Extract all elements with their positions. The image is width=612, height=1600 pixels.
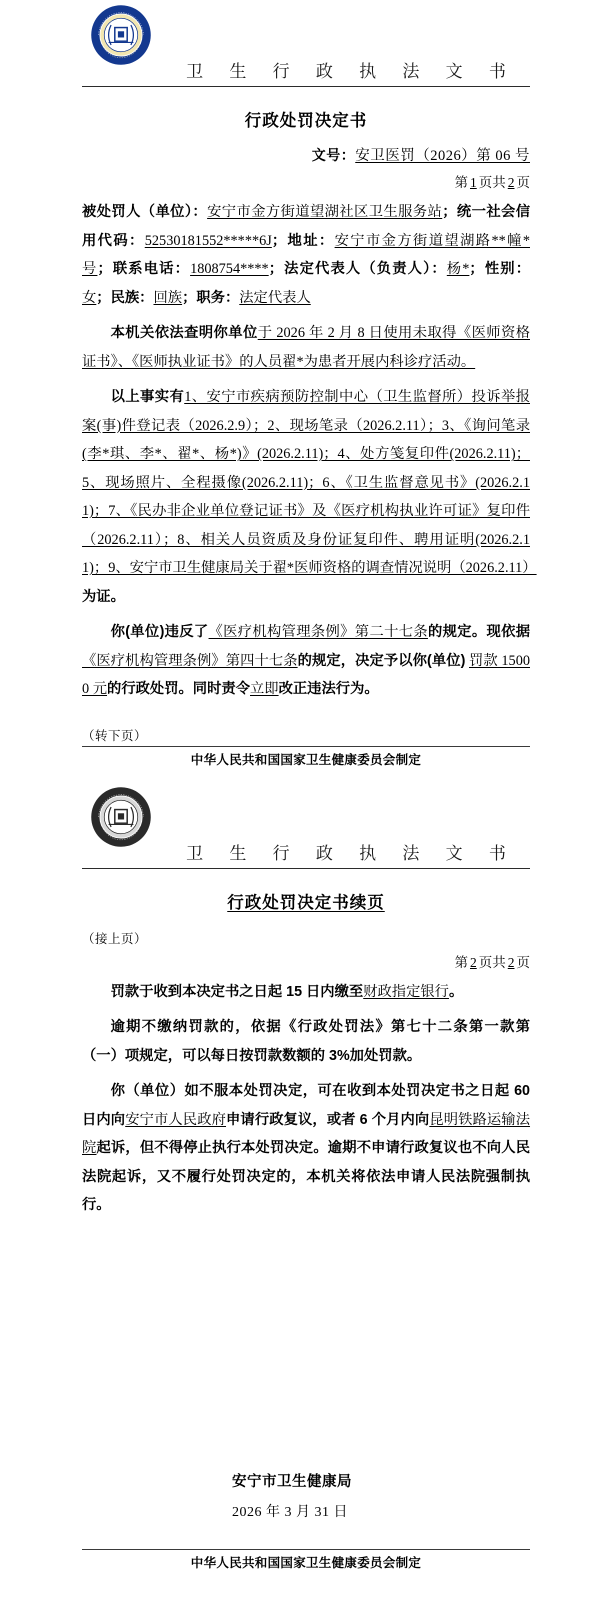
competent-court: 昆明铁路运输法院 [82,1111,531,1156]
phone-label: 联系电话： [111,261,191,277]
decision-paragraph [82,618,530,704]
legal-rep-label: 法定代表人（负责人）： [283,261,447,277]
party-name: 安宁市金方街道望湖社区卫生服务站 [207,204,443,220]
evidence-list: 1、安宁市疾病预防控制中心（卫生监督所）投诉举报案(事)件登记表（2026.2.9）；2、现场笔录（2026.2.11）；3、《询问笔录(李*琪、李*、翟*、杨*)》(2026.2.11)；4、处方笺复印件(2026.2.11)；5、现场照片、全程摄像(2026.2.11)；6、《卫生监督意见书》(2026.2.11)；7、《民办非企业单位登记证书》及《医疗机构执业许可证》复印件（2026.2.11）；8、相关人员资质及身份证复印件、聘用证明(2026.2.11)；9、安宁市卫生健康局关于翟*医师资格的调查情况说明（2026.2.11） [82,389,537,576]
party-separator-6: ； [96,289,111,306]
footer-maker-page-2: 中华人民共和国国家卫生健康委员会制定 [190,1555,422,1570]
party-label: 被处罚人（单位）： [82,204,208,220]
payment-bank: 财政指定银行 [363,983,449,1000]
page-title-continuation: 行政处罚决定书续页 [227,893,385,912]
footer-divider-page-2 [82,1549,530,1550]
page-counter-current: 1 [470,175,477,190]
masthead-title: 卫 生 行 政 执 法 文 书 [186,62,517,81]
page-counter-total-2: 2 [507,954,515,970]
phone-value: 1808754**** [190,261,269,277]
decision-page-2 [0,782,612,1571]
page-counter-mid-2: 页共 [478,954,506,970]
remedy-text-2: 申请行政复议，或者 6 个月内向 [226,1111,430,1128]
position-value: 法定代表人 [239,289,311,306]
page-counter-suffix: 页 [516,175,530,190]
findings-paragraph [82,319,530,376]
footer-divider-page-1 [82,746,530,747]
gender-label: 性别： [483,261,530,277]
party-separator-3: ； [97,261,112,277]
legal-rep-value: 杨* [446,261,470,277]
masthead-divider [82,86,530,87]
ethnicity-value: 回族 [153,289,183,306]
party-separator-1: ； [442,204,457,220]
national-health-commission-emblem [90,4,152,66]
page-counter-suffix-2: 页 [516,954,530,970]
evidence-lead: 以上事实有 [110,389,185,405]
document-number-line [82,144,530,165]
carry-to-next-page-note: （转下页） [82,728,148,743]
decision-text-3: 的规定，决定予以你(单位) [297,652,466,669]
credit-code-value: 52530181552*****6J [144,232,272,249]
review-authority: 安宁市人民政府 [125,1111,227,1128]
signature-block [82,1470,530,1521]
violated-law: 《医疗机构管理条例》第二十七条 [208,624,428,640]
footer-maker-page-1: 中华人民共和国国家卫生健康委员会制定 [190,752,422,767]
signature-bottom-spacer [82,1521,530,1547]
late-fee-paragraph [82,1013,530,1070]
evidence-paragraph [82,383,537,611]
findings-lead: 本机关依法查明你单位 [110,325,258,341]
basis-law: 《医疗机构管理条例》第四十七条 [82,652,298,669]
party-separator-4: ； [268,261,283,277]
masthead-page-2 [82,782,530,868]
page-title: 行政处罚决定书 [244,112,368,130]
decision-text-1: 你(单位)违反了 [110,624,209,640]
correction-term: 立即 [250,681,279,697]
page-counter-prefix-2: 第 [454,954,468,970]
signature-inner [232,1470,352,1521]
address-value: 安宁市金方街道望湖路**幢*号 [82,232,530,277]
payment-paragraph [82,978,530,1007]
issue-date: 2026 年 3 月 31 日 [232,1504,348,1520]
credit-code-label: 统一社会信用代码： [82,204,531,249]
party-separator-2: ； [271,232,287,249]
document-number-value: 安卫医罚（2026）第 06 号 [355,148,530,164]
page-counter-page-2 [82,951,530,971]
address-label: 地址： [286,232,335,249]
page-counter-prefix: 第 [454,175,468,190]
page-break-spacer [0,768,612,782]
late-fee-text: 逾期不缴纳罚款的，依据《行政处罚法》第七十二条第一款第（一）项规定，可以每日按罚款数额的 3%加处罚款。 [82,1019,530,1064]
carry-from-previous-page-note: （接上页） [82,931,148,946]
findings-content: 于 2026 年 2 月 8 日使用未取得《医师资格证书》、《医师执业证书》的人员翟*为患者开展内科诊疗活动。 [82,325,530,370]
position-label: 职务： [196,289,240,306]
remedy-text-1: 你（单位）如不服本处罚决定，可在收到本处罚决定书之日起 60 日内向 [82,1083,530,1128]
page-counter-page-1 [82,171,530,191]
masthead-page-1 [82,0,530,86]
decision-page-1 [0,0,612,768]
remedy-text-3: 起诉，但不得停止执行本处罚决定。逾期不申请行政复议也不向人民法院起诉，又不履行处罚决定的，本机关将依法申请人民法院强制执行。 [82,1140,531,1213]
page-counter-current-2: 2 [470,954,477,970]
masthead-divider-page-2 [82,868,530,869]
payment-text-1: 罚款于收到本决定书之日起 15 日内缴至 [110,983,364,1000]
masthead-title-page-2: 卫 生 行 政 执 法 文 书 [186,843,517,863]
decision-text-2: 的规定。现依据 [427,624,531,640]
page-counter-total: 2 [507,175,515,190]
gender-value: 女 [82,289,97,306]
party-separator-7: ； [182,289,197,306]
party-separator-5: ； [469,261,484,277]
decision-text-4: 的行政处罚。同时责令 [107,681,250,697]
page-counter-mid: 页共 [478,175,506,190]
document-number-label: 文号： [311,147,356,163]
evidence-tail: 为证。 [82,588,125,605]
decision-text-5: 改正违法行为。 [278,681,379,697]
national-health-commission-emblem-grayscale [90,786,152,848]
penalty-amount: 罚款 15000 元 [82,652,530,697]
remedy-paragraph [82,1077,530,1220]
issuing-authority: 安宁市卫生健康局 [232,1473,352,1490]
party-information [82,198,530,312]
ethnicity-label: 民族： [110,289,154,306]
payment-text-2: 。 [448,983,464,1000]
